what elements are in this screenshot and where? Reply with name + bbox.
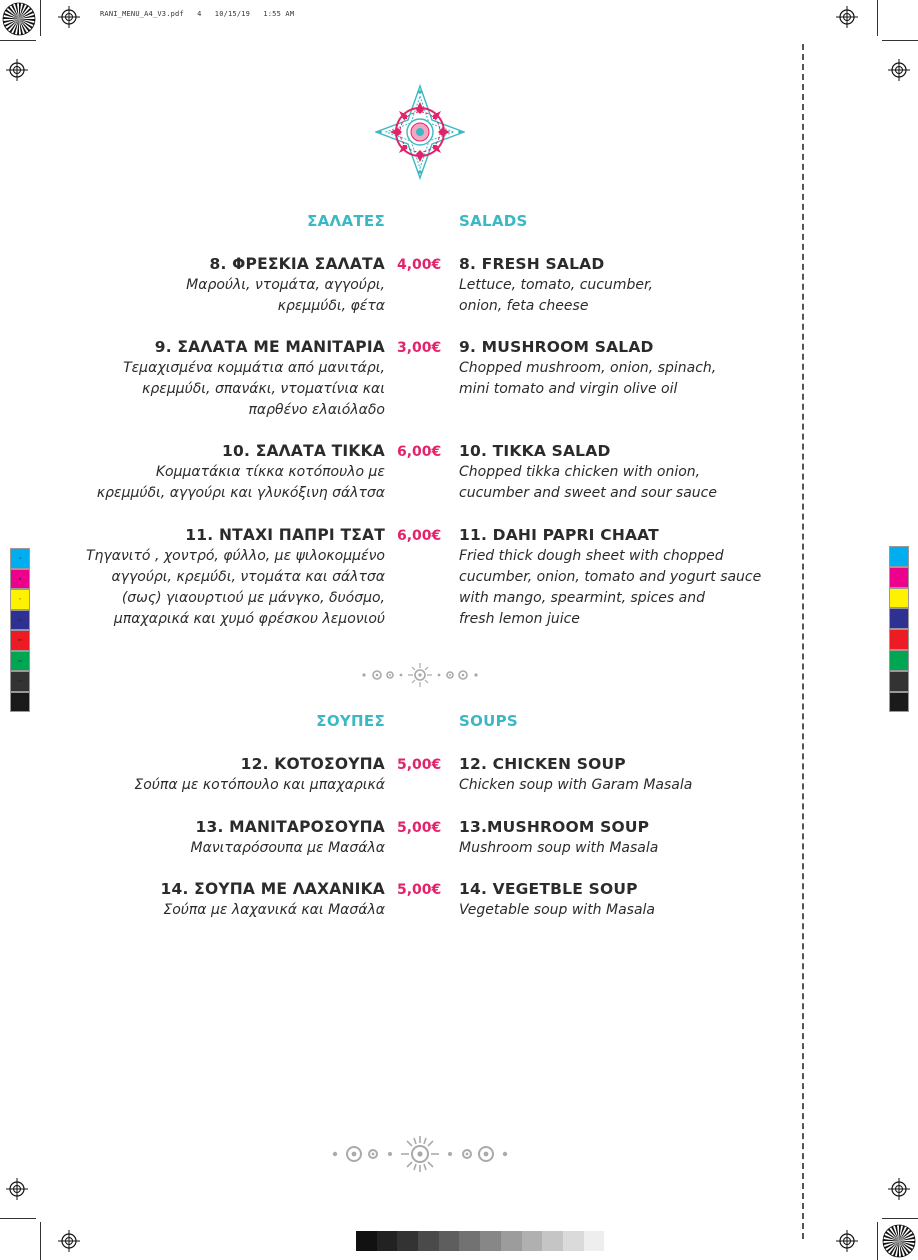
registration-mark-icon [888,1178,910,1200]
item-desc-en: mini tomato and virgin olive oil [459,381,678,397]
color-swatch: MY [10,630,30,651]
crop-mark [882,1218,918,1219]
color-swatch: CMY [10,671,30,692]
registration-mark-icon [6,1178,28,1200]
color-swatch: M [10,569,30,590]
color-swatch [889,567,909,588]
gray-swatch [584,1231,605,1251]
registration-mark-icon [888,59,910,81]
item-desc-gr: κρεμμύδι, φέτα [277,298,385,314]
menu-item-en [459,754,789,796]
menu-item-gr [85,754,385,796]
color-swatch [889,629,909,650]
section-title-soups-en: SOUPS [459,712,519,730]
item-desc-en: Mushroom soup with Masala [459,840,659,856]
fold-line [802,44,804,1239]
sunburst-top-left-icon [2,2,36,36]
item-desc-en: onion, feta cheese [459,298,589,314]
item-name-gr: 13. ΜΑΝΙΤΑΡΟΣΟΥΠΑ [195,818,385,836]
section-title-salads-en: SALADS [459,212,528,230]
color-swatch [889,692,909,713]
item-name-gr: 11. ΝΤΑΧΙ ΠΑΠΡΙ ΤΣΑΤ [185,526,385,544]
color-bar-left [10,548,30,712]
gray-swatch [501,1231,522,1251]
color-swatch: C [10,548,30,569]
item-price: 3,00€ [397,340,442,356]
item-name-en: 13.MUSHROOM SOUP [459,818,650,836]
item-price: 5,00€ [397,757,442,773]
gray-swatch [480,1231,501,1251]
print-header: RANI_MENU_A4_V3.pdf 4 10/15/19 1:55 AM [100,10,295,18]
item-price: 5,00€ [397,820,442,836]
item-desc-gr: παρθένο ελαιόλαδο [248,402,385,418]
item-desc-gr: Κομματάκια τίκκα κοτόπουλο με [155,464,385,480]
crop-mark [877,1222,878,1260]
ornament-divider-small-icon [360,661,480,689]
mandala-ornament-icon [375,84,465,180]
item-desc-en: Fried thick dough sheet with chopped [459,548,724,564]
crop-mark [40,0,41,36]
menu-item-en [459,879,789,921]
item-name-gr: 14. ΣΟΥΠΑ ΜΕ ΛΑΧΑΝΙΚΑ [160,880,385,898]
item-desc-gr: αγγούρι, κρεμύδι, ντομάτα και σάλτσα [111,569,385,585]
color-swatch: Y [10,589,30,610]
item-desc-en: Lettuce, tomato, cucumber, [459,277,653,293]
section-title-soups-gr: ΣΟΥΠΕΣ [316,712,385,730]
item-desc-gr: Σούπα με λαχανικά και Μασάλα [163,902,385,918]
item-desc-en: Chopped mushroom, onion, spinach, [459,360,717,376]
gray-bar [356,1231,604,1251]
color-swatch [889,588,909,609]
item-desc-en: fresh lemon juice [459,611,580,627]
menu-item-en [459,525,789,630]
crop-mark [877,0,878,36]
menu-item-gr [85,879,385,921]
color-swatch [889,650,909,671]
item-desc-gr: μπαχαρικά και χυμό φρέσκου λεμονιού [113,611,385,627]
gray-swatch [356,1231,377,1251]
registration-mark-icon [6,59,28,81]
item-price: 6,00€ [397,528,442,544]
item-desc-en: cucumber, onion, tomato and yogurt sauce [459,569,762,585]
color-swatch: CY [10,651,30,672]
item-desc-en: with mango, spearmint, spices and [459,590,705,606]
item-name-gr: 12. ΚΟΤΟΣΟΥΠΑ [240,755,385,773]
item-desc-en: Chopped tikka chicken with onion, [459,464,701,480]
ornament-divider-large-icon [330,1134,510,1174]
item-desc-gr: Τεμαχισμένα κομμάτια από μανιτάρι, [123,360,385,376]
item-name-en: 9. MUSHROOM SALAD [459,338,654,356]
item-desc-gr: (σως) γιαουρτιού με μάνγκο, δυόσμο, [121,590,385,606]
item-name-en: 10. TIKKA SALAD [459,442,611,460]
item-desc-gr: Σούπα με κοτόπουλο και μπαχαρικά [134,777,385,793]
crop-mark [40,1222,41,1260]
item-name-gr: 9. ΣΑΛΑΤΑ ΜΕ ΜΑΝΙΤΑΡΙΑ [154,338,385,356]
item-price: 5,00€ [397,882,442,898]
color-swatch [889,608,909,629]
menu-item-gr [85,817,385,859]
registration-mark-icon [836,1230,858,1252]
menu-item-en [459,817,789,859]
item-name-gr: 10. ΣΑΛΑΤΑ ΤΙΚΚΑ [222,442,385,460]
item-desc-en: Chicken soup with Garam Masala [459,777,693,793]
item-desc-en: cucumber and sweet and sour sauce [459,485,717,501]
color-swatch [889,671,909,692]
color-bar-right [889,546,909,712]
item-name-en: 11. DAHI PAPRI CHAAT [459,526,659,544]
menu-item-gr [85,337,385,421]
crop-mark [0,1218,36,1219]
section-title-salads-gr: ΣΑΛΑΤΕΣ [307,212,385,230]
item-name-gr: 8. ΦΡΕΣΚΙΑ ΣΑΛΑΤΑ [209,255,385,273]
item-desc-gr: κρεμμύδι, αγγούρι και γλυκόξινη σάλτσα [96,485,385,501]
registration-mark-icon [836,6,858,28]
gray-swatch [459,1231,480,1251]
item-name-en: 12. CHICKEN SOUP [459,755,626,773]
color-swatch: CM [10,610,30,631]
gray-swatch [439,1231,460,1251]
registration-mark-icon [58,1230,80,1252]
menu-item-en [459,337,789,400]
gray-swatch [397,1231,418,1251]
item-desc-en: Vegetable soup with Masala [459,902,655,918]
registration-mark-icon [58,6,80,28]
menu-item-en [459,441,789,504]
item-price: 4,00€ [397,257,442,273]
gray-swatch [542,1231,563,1251]
gray-swatch [563,1231,584,1251]
color-swatch: K [10,692,30,713]
item-desc-gr: Μαρούλι, ντομάτα, αγγούρι, [186,277,385,293]
crop-mark [0,40,36,41]
color-swatch [889,546,909,567]
menu-item-en [459,254,789,317]
gray-swatch [377,1231,398,1251]
menu-item-gr [85,441,385,504]
item-price: 6,00€ [397,444,442,460]
item-name-en: 14. VEGETBLE SOUP [459,880,638,898]
gray-swatch [418,1231,439,1251]
item-desc-gr: κρεμμύδι, σπανάκι, ντοματίνια και [142,381,385,397]
crop-mark [882,40,918,41]
item-desc-gr: Τηγανιτό , χοντρό, φύλλο, με ψιλοκομμένο [86,548,385,564]
gray-swatch [522,1231,543,1251]
item-name-en: 8. FRESH SALAD [459,255,605,273]
sunburst-bottom-right-icon [882,1224,916,1258]
menu-item-gr [55,525,385,630]
menu-item-gr [85,254,385,317]
item-desc-gr: Μανιταρόσουπα με Μασάλα [190,840,385,856]
